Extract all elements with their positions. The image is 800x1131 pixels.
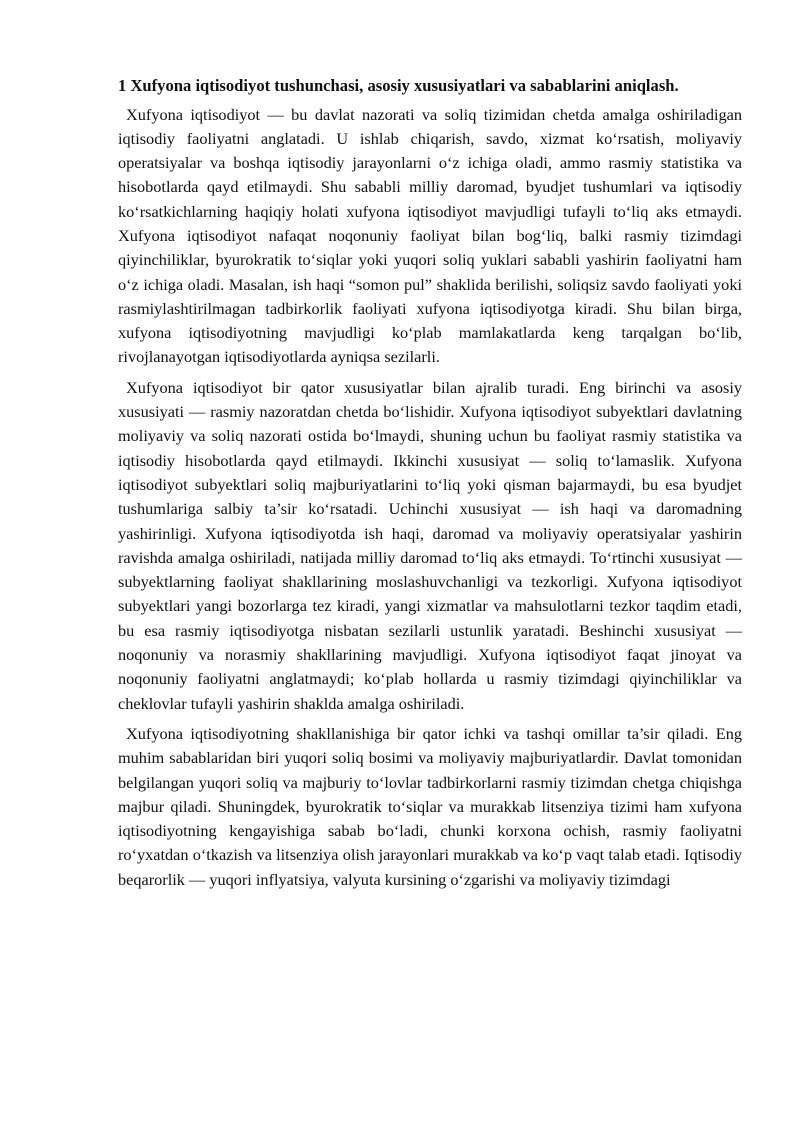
document-page	[118, 74, 742, 898]
paragraph-causes: Xufyona iqtisodiyotning shakllanishiga bir qator ichki va tashqi omillar ta’sir qiladi. Eng muhim sabablaridan biri yuqori soliq bosimi va moliyaviy majburiyatlardir. Davlat tomonidan belgilangan yuqori soliq va majburiy to‘lovlar tadbirkorlarni rasmiy tizimdan chetga chiqishga majbur qiladi. Shuningdek, byurokratik to‘siqlar va murakkab litsenziya tizimi ham xufyona iqtisodiyotning kengayishiga sabab bo‘ladi, chunki korxona ochish, rasmiy faoliyatni ro‘yxatdan o‘tkazish va litsenziya olish jarayonlari murakkab va ko‘p vaqt talab etadi. Iqtisodiy beqarorlik — yuqori inflyatsiya, valyuta kursining o‘zgarishi va moliyaviy tizimdagi	[118, 723, 742, 889]
paragraph-definition: Xufyona iqtisodiyot — bu davlat nazorati va soliq tizimidan chetda amalga oshiriladigan iqtisodiy faoliyatni anglatadi. U ishlab chiqarish, savdo, xizmat ko‘rsatish, moliyaviy operatsiyalar va boshqa iqtisodiy jarayonlarni o‘z ichiga oladi, ammo rasmiy statistika va hisobotlarda qayd etilmaydi. Shu sababli milliy daromad, byudjet tushumlari va iqtisodiy ko‘rsatkichlarning haqiqiy holati xufyona iqtisodiyot mavjudligi tufayli to‘liq aks etmaydi. Xufyona iqtisodiyot nafaqat noqonuniy faoliyat bilan bog‘liq, balki rasmiy tizimdagi qiyinchiliklar, byurokratik to‘siqlar yoki yuqori soliq yuklari sababli yashirin faoliyatni ham o‘z ichiga oladi. Masalan, ish haqi “somon pul” shaklida berilishi, soliqsiz savdo faoliyati yoki rasmiylashtirilmagan tadbirkorlik faoliyati xufyona iqtisodiyotga kiradi. Shu bilan birga, xufyona iqtisodiyotning mavjudligi ko‘plab mamlakatlarda keng tarqalgan bo‘lib, rivojlanayotgan iqtisodiyotlarda ayniqsa sezilarli.	[118, 104, 742, 367]
section-heading: 1 Xufyona iqtisodiyot tushunchasi, asosiy xususiyatlari va sabablarini aniqlash.	[118, 76, 679, 95]
paragraph-characteristics: Xufyona iqtisodiyot bir qator xususiyatlar bilan ajralib turadi. Eng birinchi va asosiy xususiyati — rasmiy nazoratdan chetda bo‘lishidir. Xufyona iqtisodiyot subyektlari davlatning moliyaviy va soliq nazorati ostida bo‘lmaydi, shuning uchun bu faoliyat rasmiy statistika va iqtisodiy hisobotlarda qayd etilmaydi. Ikkinchi xususiyat — soliq to‘lamaslik. Xufyona iqtisodiyot subyektlari soliq majburiyatlarini to‘liq yoki qisman bajarmaydi, bu esa byudjet tushumlariga salbiy ta’sir ko‘rsatadi. Uchinchi xususiyat — ish haqi va daromadning yashirinligi. Xufyona iqtisodiyotda ish haqi, daromad va moliyaviy operatsiyalar yashirin ravishda amalga oshiriladi, natijada milliy daromad to‘liq aks etmaydi. To‘rtinchi xususiyat — subyektlarning faoliyat shakllarining moslashuvchanligi va tezkorligi. Xufyona iqtisodiyot subyektlari yangi bozorlarga tez kiradi, yangi xizmatlar va mahsulotlarni tezkor taqdim etadi, bu esa rasmiy iqtisodiyotga nisbatan sezilarli ustunlik yaratadi. Beshinchi xususiyat — noqonuniy va norasmiy shakllarining mavjudligi. Xufyona iqtisodiyot faqat jinoyat va noqonuniy faoliyatni anglatmaydi; ko‘plab hollarda u rasmiy tizimdagi qiyinchiliklar va cheklovlar tufayli yashirin shaklda amalga oshiriladi.	[118, 377, 742, 713]
